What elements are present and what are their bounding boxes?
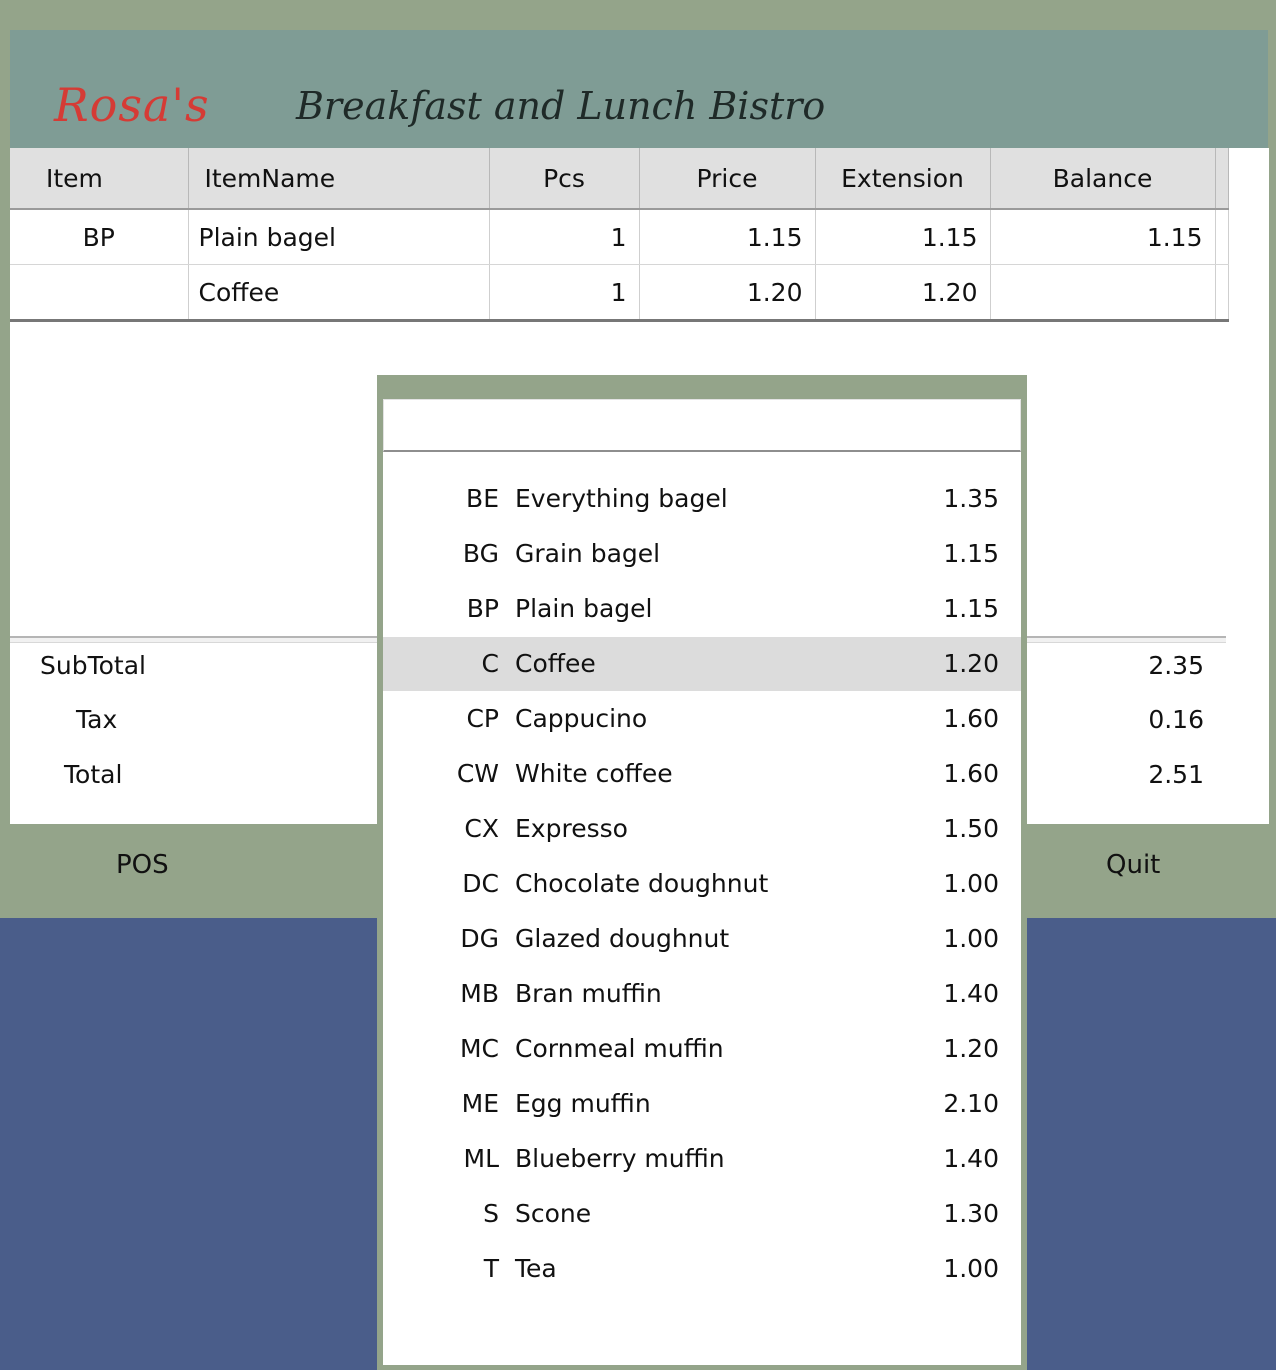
table-row[interactable] [10,209,1228,265]
pos-button[interactable]: POS [116,850,169,880]
menu-item-name: Plain bagel [515,594,653,623]
subtotal-label: SubTotal [40,651,146,680]
menu-item-name: Tea [515,1254,557,1283]
cell-item[interactable]: BP [10,209,188,265]
total-value: 2.51 [1148,760,1204,789]
menu-item-name: Everything bagel [515,484,728,513]
menu-item-code: DC [462,869,499,898]
menu-item-code: BG [462,539,499,568]
menu-item-price: 1.60 [943,704,999,733]
menu-item[interactable] [383,527,1021,581]
menu-item-code: C [481,649,499,678]
cell-item[interactable] [10,265,188,321]
menu-item-price: 1.20 [943,1034,999,1063]
menu-item-name: Cornmeal muffin [515,1034,724,1063]
total-label: Total [64,760,123,789]
menu-item-name: Scone [515,1199,592,1228]
cell-itemname[interactable]: Coffee [188,265,489,321]
menu-item-price: 1.60 [943,759,999,788]
menu-item[interactable] [383,1242,1021,1296]
menu-item-name: Egg muffin [515,1089,651,1118]
menu-item-code: MB [460,979,499,1008]
bistro-subtitle: Breakfast and Lunch Bistro [296,84,826,128]
cell-extension[interactable]: 1.20 [815,265,990,321]
column-header-balance[interactable]: Balance [990,148,1215,209]
grid-header-row [10,148,1228,209]
menu-item[interactable] [383,912,1021,966]
menu-item-price: 1.40 [943,979,999,1008]
menu-item-name: White coffee [515,759,673,788]
menu-item-name: Bran muffin [515,979,662,1008]
menu-item-price: 1.15 [943,594,999,623]
menu-item[interactable] [383,1132,1021,1186]
item-picker-list [383,399,1021,1365]
menu-item-code: MC [459,1034,499,1063]
cell-balance[interactable] [990,265,1215,321]
column-header-extension[interactable]: Extension [815,148,990,209]
cell-spacer [1215,209,1228,265]
menu-item[interactable] [383,802,1021,856]
title-banner [10,30,1268,148]
column-header-pcs[interactable]: Pcs [489,148,639,209]
column-header-price[interactable]: Price [639,148,815,209]
menu-item[interactable] [383,857,1021,911]
menu-item-code: T [483,1254,499,1283]
logo-rosas: Rosa's [54,78,210,132]
cell-spacer [1215,265,1228,321]
menu-item[interactable] [383,637,1021,691]
menu-item-name: Cappucino [515,704,648,733]
item-search-field[interactable] [383,399,1021,452]
menu-item-name: Expresso [515,814,628,843]
menu-item-name: Coffee [515,649,596,678]
menu-item-price: 1.15 [943,539,999,568]
column-header-spacer [1215,148,1228,209]
menu-item-code: BP [466,594,499,623]
order-grid [10,148,1229,322]
menu-item-code: CW [456,759,499,788]
menu-item[interactable] [383,472,1021,526]
menu-item-price: 1.00 [943,869,999,898]
menu-item-code: ME [461,1089,499,1118]
menu-item-price: 1.35 [943,484,999,513]
menu-item-code: CX [464,814,499,843]
item-picker-popup [377,375,1027,1370]
quit-button[interactable]: Quit [1106,850,1161,880]
menu-item-code: CP [466,704,499,733]
menu-item[interactable] [383,1077,1021,1131]
column-header-itemname[interactable]: ItemName [188,148,489,209]
menu-item[interactable] [383,692,1021,746]
cell-extension[interactable]: 1.15 [815,209,990,265]
menu-item-price: 1.50 [943,814,999,843]
subtotal-value: 2.35 [1148,651,1204,680]
menu-item-price: 1.00 [943,1254,999,1283]
menu-item-price: 1.30 [943,1199,999,1228]
tax-value: 0.16 [1148,705,1204,734]
column-header-item[interactable]: Item [10,148,188,209]
menu-item-price: 1.40 [943,1144,999,1173]
menu-item-price: 1.00 [943,924,999,953]
menu-item[interactable] [383,582,1021,636]
menu-item-name: Grain bagel [515,539,661,568]
menu-item[interactable] [383,1187,1021,1241]
cell-pcs[interactable]: 1 [489,265,639,321]
menu-item-code: DG [460,924,499,953]
menu-item-name: Glazed doughnut [515,924,730,953]
tax-label: Tax [76,705,118,734]
table-row[interactable] [10,265,1228,321]
menu-item-code: BE [466,484,499,513]
menu-item-price: 1.20 [943,649,999,678]
menu-item-name: Blueberry muffin [515,1144,725,1173]
menu-item-price: 2.10 [943,1089,999,1118]
menu-item-code: ML [463,1144,499,1173]
menu-item[interactable] [383,747,1021,801]
menu-item-code: S [483,1199,499,1228]
cell-pcs[interactable]: 1 [489,209,639,265]
menu-item[interactable] [383,1022,1021,1076]
menu-item-name: Chocolate doughnut [515,869,769,898]
menu-item[interactable] [383,967,1021,1021]
cell-price[interactable]: 1.15 [639,209,815,265]
cell-itemname[interactable]: Plain bagel [188,209,489,265]
cell-price[interactable]: 1.20 [639,265,815,321]
cell-balance[interactable]: 1.15 [990,209,1215,265]
